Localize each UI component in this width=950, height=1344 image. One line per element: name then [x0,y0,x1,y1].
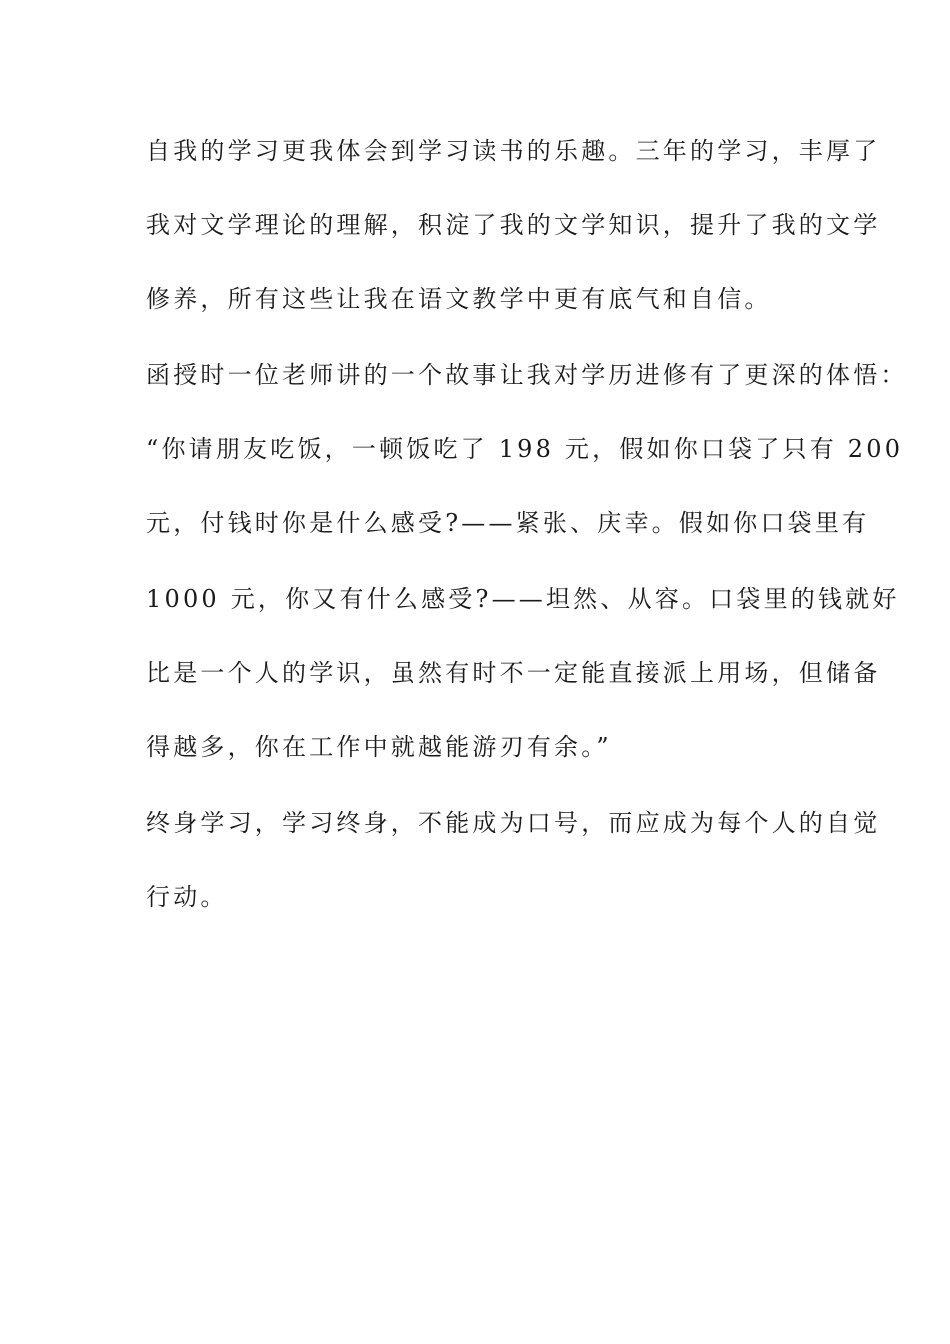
text-line: 1000 元，你又有什么感受?——坦然、从容。口袋里的钱就好 [146,585,900,613]
text-line: 终身学习，学习终身，不能成为口号，而应成为每个人的自觉 [146,809,881,837]
text-line: 行动。 [146,883,228,911]
text-line: 元，付钱时你是什么感受?——紧张、庆幸。假如你口袋里有 [146,509,870,537]
text-line: 自我的学习更我体会到学习读书的乐趣。三年的学习，丰厚了 [146,137,881,165]
text-line: 修养，所有这些让我在语文教学中更有底气和自信。 [146,285,772,313]
text-line: 函授时一位老师讲的一个故事让我对学历进修有了更深的体悟： [146,361,908,389]
text-line: “你请朋友吃饭，一顿饭吃了 198 元，假如你口袋了只有 200 [146,435,904,463]
text-line: 我对文学理论的理解，积淀了我的文学知识，提升了我的文学 [146,211,881,239]
text-line: 得越多，你在工作中就越能游刃有余。” [146,733,612,761]
text-line: 比是一个人的学识，虽然有时不一定能直接派上用场，但储备 [146,659,881,687]
